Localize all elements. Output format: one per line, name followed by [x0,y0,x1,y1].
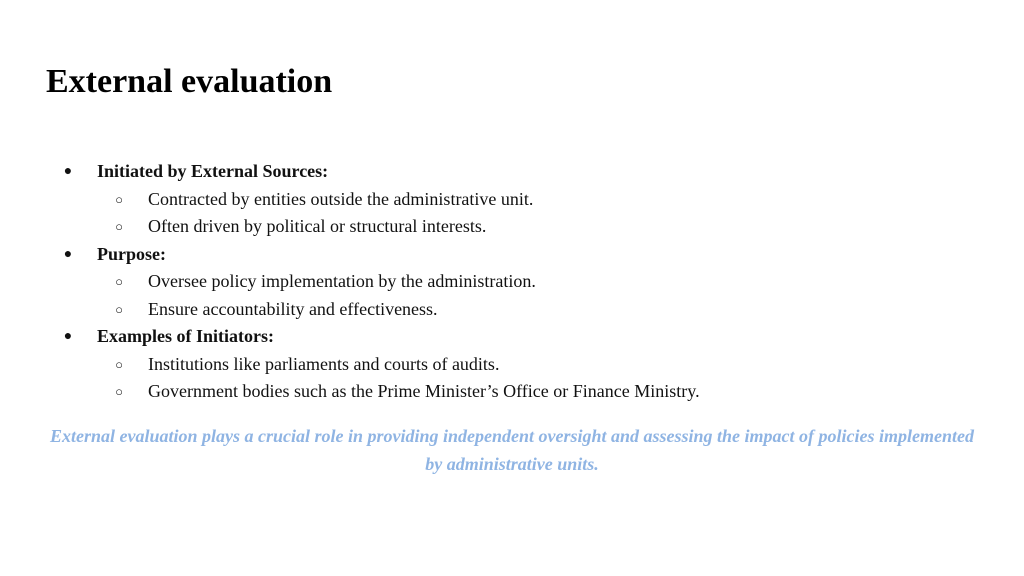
sub-item-text: Government bodies such as the Prime Minister’s Office or Finance Ministry. [148,381,700,401]
bullet-label: Initiated by External Sources: [97,161,329,181]
sub-bullet-icon: ○ [115,219,123,234]
sub-bullet-icon: ○ [115,356,123,372]
sub-bullet-icon: ○ [115,384,123,399]
sub-item-text: Ensure accountability and effectiveness. [148,298,438,319]
sub-list [0,186,1024,241]
sub-item-text: Often driven by political or structural interests. [148,216,487,236]
sub-list [0,351,1024,406]
bullet-dot-icon: ● [63,246,73,262]
sub-bullet-icon: ○ [115,301,123,317]
sub-list-item [0,186,1024,214]
bullet-dot-icon: ● [63,329,73,344]
sub-list-item [0,213,1024,241]
bullet-label: Purpose: [97,243,166,264]
bullet-label: Examples of Initiators: [97,326,274,346]
bullet-head [0,323,1024,351]
sub-item-text: Institutions like parliaments and courts of audits. [148,353,500,374]
sub-bullet-icon: ○ [115,191,123,207]
slide-title: External evaluation [46,63,333,100]
bullet-list [0,158,1024,406]
sub-list [0,268,1024,323]
bullet-head [0,158,1024,186]
sub-list-item [0,268,1024,296]
bullet-item-purpose [0,241,1024,324]
bullet-dot-icon: ● [63,164,73,179]
summary-text: External evaluation plays a crucial role in providing independent oversight and assessing the impact of policies implemented by administrative units. [49,426,974,474]
sub-list-item [0,296,1024,324]
bullet-item-initiated [0,158,1024,241]
sub-item-text: Oversee policy implementation by the administration. [148,271,536,291]
sub-item-text: Contracted by entities outside the administrative unit. [148,188,534,209]
bullet-head [0,241,1024,269]
bullet-item-examples [0,323,1024,406]
sub-list-item [0,351,1024,379]
sub-bullet-icon: ○ [115,274,123,289]
sub-list-item [0,378,1024,406]
